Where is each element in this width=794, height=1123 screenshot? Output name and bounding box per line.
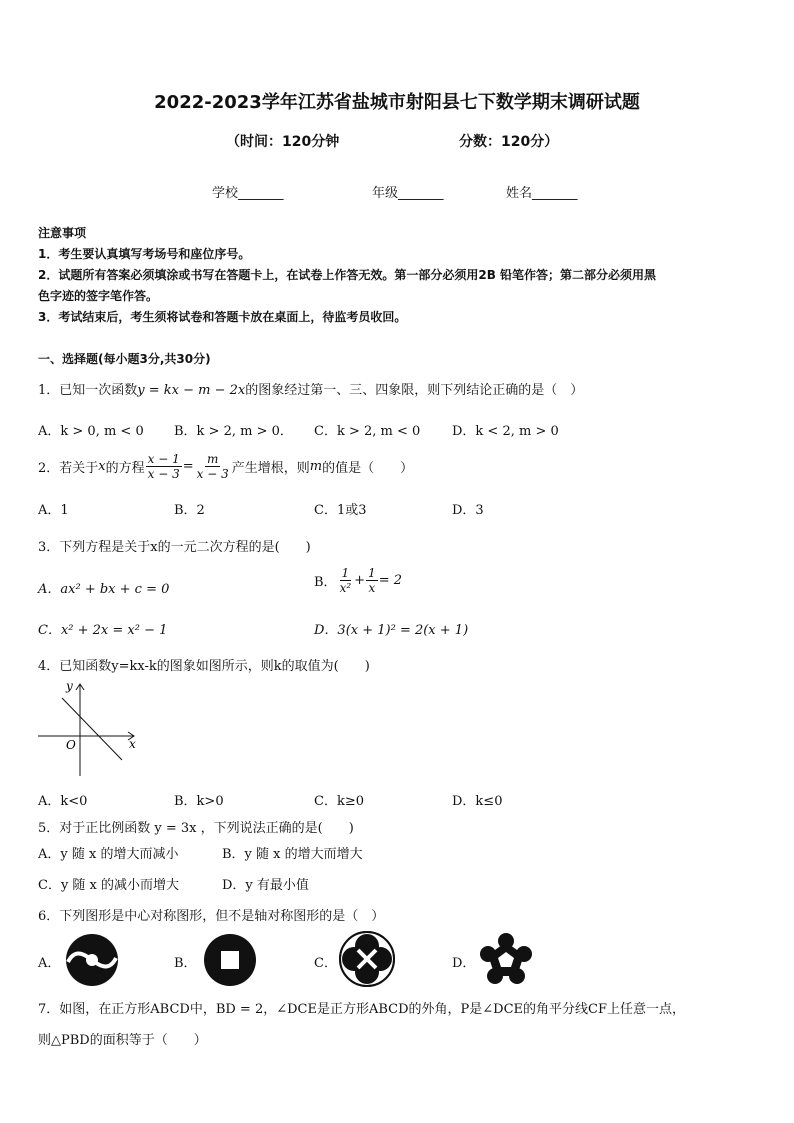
q2-option-a[interactable]: A．1 xyxy=(38,503,69,518)
q1-text-end: 的图象经过第一、三、四象限，则下列结论正确的是（ ） xyxy=(245,383,584,398)
question-1 xyxy=(38,379,583,398)
name-field[interactable]: 姓名_______ xyxy=(506,186,578,201)
q2-text-end: 的值是（ ） xyxy=(322,461,414,476)
q2-var-m: m xyxy=(309,459,323,474)
q2-option-d[interactable]: D．3 xyxy=(452,503,484,518)
school-field[interactable]: 学校_______ xyxy=(212,186,284,201)
q5-option-c[interactable]: C．y 随 x 的减小而增大 xyxy=(38,878,180,893)
q6-figure-a-icon[interactable] xyxy=(64,932,120,988)
q6-option-d-label[interactable]: D． xyxy=(452,956,476,971)
q3-option-d[interactable]: D．3(x + 1)² = 2(x + 1) xyxy=(314,623,469,638)
q4-option-c[interactable]: C．k≥0 xyxy=(314,794,364,809)
q1-option-a[interactable]: A．k > 0, m < 0 xyxy=(38,424,144,439)
figure-c-lobe xyxy=(368,947,392,971)
q2-f1-numerator: x − 1 xyxy=(147,452,180,466)
q2-fraction-left xyxy=(146,452,182,481)
q3-b-f1-num: 1 xyxy=(341,566,350,580)
grade-field[interactable]: 年级_______ xyxy=(372,186,444,201)
q2-text: 2．若关于 xyxy=(38,461,99,476)
section-heading: 一、选择题(每小题3分,共30分) xyxy=(38,352,211,366)
origin-label: O xyxy=(66,738,76,752)
q6-option-b-label[interactable]: B． xyxy=(174,956,197,971)
question-5: 5．对于正比例函数 y = 3x ，下列说法正确的是( ) xyxy=(38,821,354,836)
note-item: 2．试题所有答案必须填涂或书写在答题卡上，在试卷上作答无效。第一部分必须用2B 铅笔作答；第二部分必须用黑 xyxy=(38,268,657,282)
q6-figure-b-icon[interactable] xyxy=(202,932,258,988)
q1-text: 1．已知一次函数 xyxy=(38,383,138,398)
page-title: 2022-2023学年江苏省盐城市射阳县七下数学期末调研试题 xyxy=(154,92,640,113)
note-item: 3．考试结束后，考生须将试卷和答题卡放在桌面上，待监考员收回。 xyxy=(38,310,407,324)
y-axis-label: y xyxy=(66,679,73,693)
q1-expression: y = kx − m − 2x xyxy=(137,383,246,398)
q4-option-a[interactable]: A．k<0 xyxy=(38,794,88,809)
q6-option-a-label[interactable]: A． xyxy=(38,956,61,971)
q3-option-b[interactable] xyxy=(314,566,402,595)
notes-heading: 注意事项 xyxy=(38,226,87,240)
q4-function-graph xyxy=(34,676,144,780)
q3-b-rhs: = 2 xyxy=(378,573,402,588)
q3-option-c[interactable]: C．x² + 2x = x² − 1 xyxy=(38,623,168,638)
q2-option-c[interactable]: C．1或3 xyxy=(314,503,367,518)
exam-time: （时间：120分钟 xyxy=(226,134,340,150)
q4-option-b[interactable]: B．k>0 xyxy=(174,794,224,809)
q3-b-label: B． xyxy=(314,575,337,590)
q2-f2-denominator: x − 3 xyxy=(196,467,229,481)
q2-equals: = xyxy=(182,459,194,474)
q3-b-f2-den: x xyxy=(368,581,376,595)
q6-figure-c-icon[interactable] xyxy=(338,930,396,988)
q4-option-d[interactable]: D．k≤0 xyxy=(452,794,503,809)
question-6: 6．下列图形是中心对称图形，但不是轴对称图形的是（ ） xyxy=(38,909,385,924)
q2-var-x: x xyxy=(98,459,106,474)
x-axis-label: x xyxy=(129,737,136,751)
q1-option-d[interactable]: D．k < 2, m > 0 xyxy=(452,424,559,439)
q6-figure-d-icon[interactable] xyxy=(478,932,534,988)
q5-option-b[interactable]: B．y 随 x 的增大而增大 xyxy=(222,847,363,862)
note-item: 色字迹的签字笔作答。 xyxy=(38,289,159,303)
question-4: 4．已知函数y=kx-k的图象如图所示，则k的取值为( ) xyxy=(38,659,370,674)
q2-fraction-right xyxy=(195,452,231,481)
figure-b-square-hole xyxy=(221,951,239,969)
q3-b-f1-den: x² xyxy=(339,581,352,595)
q2-f2-numerator: m xyxy=(206,452,219,466)
exam-score: 分数：120分） xyxy=(459,134,559,150)
q6-option-c-label[interactable]: C． xyxy=(314,956,337,971)
figure-a-center xyxy=(86,954,98,966)
q2-option-b[interactable]: B．2 xyxy=(174,503,205,518)
figure-c-lobe xyxy=(342,947,366,971)
q3-b-fraction-2 xyxy=(366,566,378,595)
note-item: 1．考生要认真填写考场号和座位序号。 xyxy=(38,247,251,261)
q1-option-c[interactable]: C．k > 2, m < 0 xyxy=(314,424,421,439)
q3-b-plus: + xyxy=(354,573,366,588)
q3-b-fraction-1 xyxy=(338,566,354,595)
q2-text-post: 产生增根，则 xyxy=(231,461,310,476)
q5-option-d[interactable]: D．y 有最小值 xyxy=(222,878,309,893)
q1-option-b[interactable]: B．k > 2, m > 0． xyxy=(174,424,293,439)
q3-option-a[interactable]: A．ax² + bx + c = 0 xyxy=(38,582,170,597)
question-2 xyxy=(38,452,413,481)
q3-b-f2-num: 1 xyxy=(368,566,376,580)
q2-text-mid: 的方程 xyxy=(105,461,145,476)
question-3: 3．下列方程是关于x的一元二次方程的是( ) xyxy=(38,540,311,555)
question-7-line-1: 7．如图，在正方形ABCD中，BD = 2，∠DCE是正方形ABCD的外角，P是∠DCE的角平分线CF上任意一点， xyxy=(38,1002,685,1017)
q2-f1-denominator: x − 3 xyxy=(147,467,180,481)
q5-option-a[interactable]: A．y 随 x 的增大而减小 xyxy=(38,847,179,862)
question-7-line-2: 则△PBD的面积等于（ ） xyxy=(38,1033,207,1048)
